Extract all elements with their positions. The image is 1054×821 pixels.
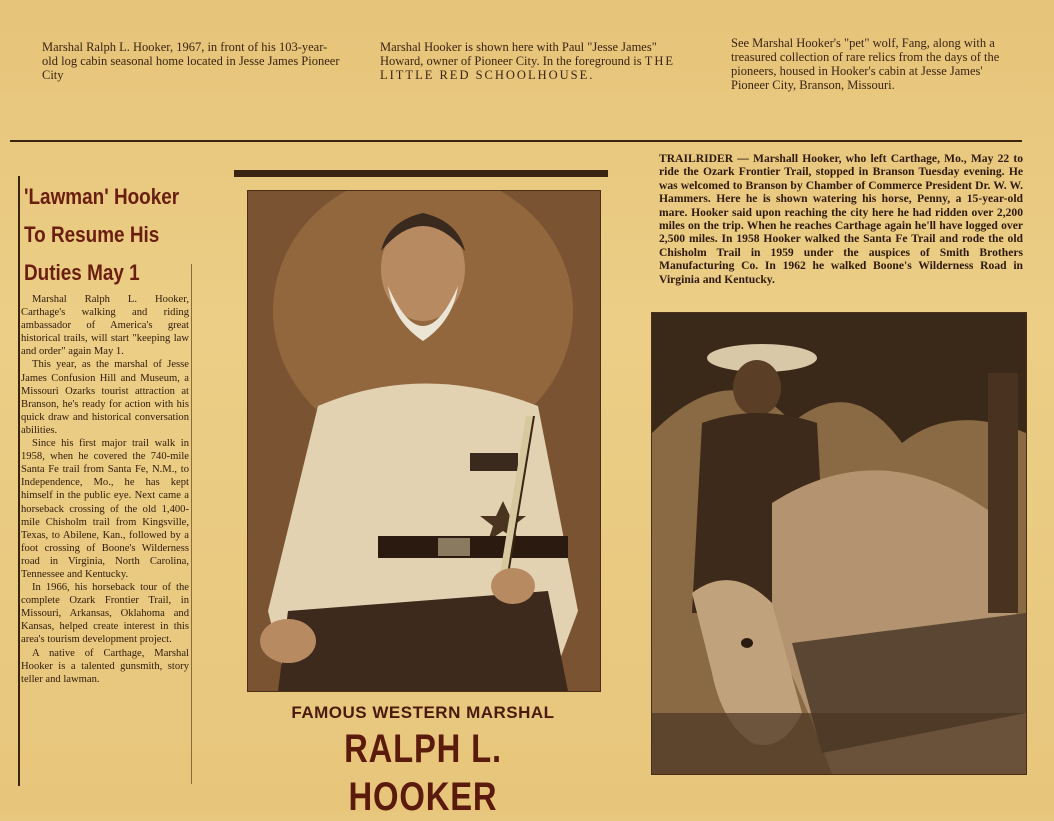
- marshal-portrait-illustration: [248, 191, 600, 691]
- column-rule-left: [18, 176, 20, 786]
- horse-watering-illustration: [652, 313, 1026, 774]
- caption-cabin: Marshal Ralph L. Hooker, 1967, in front of his 103-year-old log cabin seasonal home located in Jesse James Pioneer City: [42, 40, 340, 82]
- marshal-portrait-photo: [247, 190, 601, 692]
- caption-pioneer-city-text: Marshal Hooker is shown here with Paul "Jesse James" Howard, owner of Pioneer City. In the foreground is: [380, 40, 657, 68]
- article-headline: 'Lawman' Hooker To Resume His Duties May 1: [24, 184, 180, 285]
- caption-wolf: See Marshal Hooker's "pet" wolf, Fang, along with a treasured collection of rare relics from the days of the pioneers, housed in Hooker's cabin at Jesse James' Pioneer City, Branson, Missouri.: [731, 36, 1000, 92]
- photo-top-bar: [234, 170, 608, 177]
- article-body: [21, 293, 189, 686]
- caption-schoolhouse: THE LITTLE RED SCHOOLHOUSE.: [380, 54, 676, 82]
- top-divider: [10, 140, 1022, 142]
- article-paragraph: In 1966, his horseback tour of the complete Ozark Frontier Trail, in Missouri, Arkansas, Oklahoma and Kansas, helped create interest in this area's tourism development project.: [21, 582, 189, 646]
- article-paragraph: Marshal Ralph L. Hooker, Carthage's walking and riding ambassador of America's great historical trails, will start "keeping law and order" again May 1.: [21, 294, 189, 358]
- article-paragraph: Since his first major trail walk in 1958, when he covered the 740-mile Santa Fe trail from Santa Fe, N.M., to Independence, Mo., he has kept himself in the public eye. Next came a horseback crossing of the old 1,400-mile Chisholm trail from Kingsville, Texas, to Abilene, Kan., followed by a foot crossing of Boone's Wilderness road in Virginia, North Carolina, Tennessee and Kentucky.: [21, 438, 189, 580]
- trailrider-caption: TRAILRIDER — Marshall Hooker, who left Carthage, Mo., May 22 to ride the Ozark Frontier Trail, stopped in Branson Tuesday evening. He was welcomed to Branson by Chamber of Commerce President Dr. W. W. Hammers. Here he is shown watering his horse, Penny, a 15-year-old mare. Hooker said upon reaching the city here he had ridden over 2,200 miles on the trip. When he reaches Carthage again he'll have logged over 2,500 miles. In 1958 Hooker walked the Santa Fe Trail and rode the old Chisholm Trail in 1959 under the auspices of Smith Brothers Manufacturing Co. In 1962 he walked Boone's Wilderness Road in Virginia and Kentucky.: [659, 152, 1023, 286]
- marshal-name-headline: RALPH L. HOOKER: [344, 727, 502, 819]
- article-paragraph: This year, as the marshal of Jesse James Confusion Hill and Museum, a Missouri Ozarks tourist attraction at Branson, he's ready for action with his quick draw and historical conversation abilities.: [21, 359, 189, 436]
- marshal-kicker: FAMOUS WESTERN MARSHAL: [291, 703, 555, 722]
- column-rule-inner: [191, 264, 192, 784]
- article-paragraph: A native of Carthage, Marshal Hooker is a talented gunsmith, story teller and lawman.: [21, 647, 189, 685]
- horse-watering-photo: [651, 312, 1027, 775]
- caption-pioneer-city: [380, 40, 680, 82]
